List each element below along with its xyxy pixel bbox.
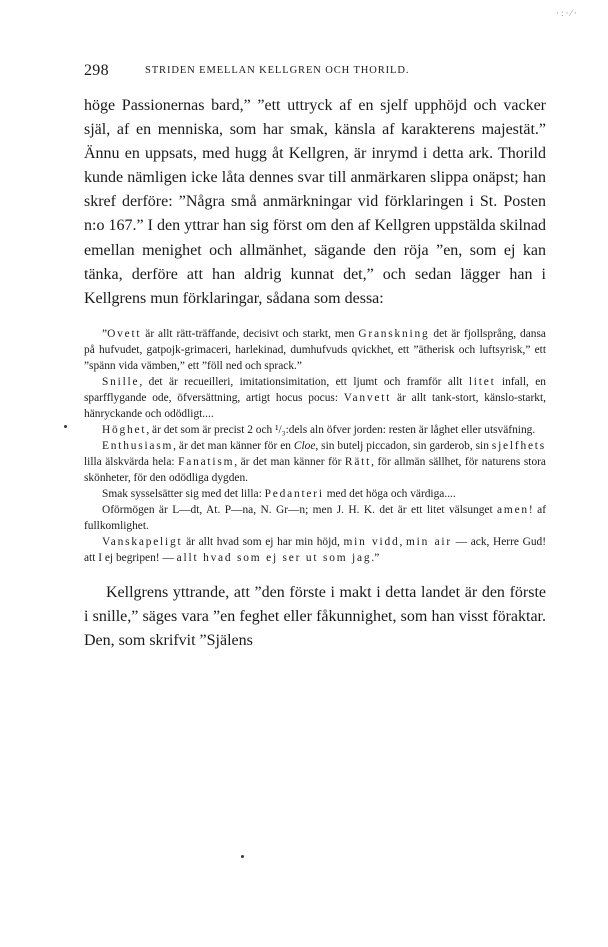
opening-paragraph: höge Passionernas bard,” ”ett uttryck af en sjelf upphöjd och vacker själ, af en menniska, som har smak, känsla af karakterens majestät.” Ännu en uppsats, med hugg åt Kellgren, är inrymd i detta ark. Thorild kunde nämligen icke låta dennes svar till anmärkaren slippa onäpst; han skref derföre: ”Några små anmärkningar vid förklaringen i St. Posten n:o 167.” I den yttrar han sig först om den af Kellgren uppstälda skilnad emellan menighet och allmänhet, sägande den röja ”en, som ej kan tänka, derföre att han aldrig kunnat det,” och sedan lägger han i Kellgrens mun förklaringar, sådana som dessa: bbox=[84, 97, 546, 307]
closing-paragraph: Kellgrens yttrande, att ”den förste i makt i detta landet är den förste i snille,” säges vara ”en feghet eller fåkunnighet, som han visst föraktar. Den, som skrifvit ”Själens bbox=[84, 583, 546, 650]
quote-paragraph-ovett: ”Ovett är allt rätt-träffande, decisivt och starkt, men Granskning det är fjollsprång, dansa på hufvudet, gatpojk-grimaceri, harlekinad, dumhufvuds qvickhet, ett ”ätherisk och luftsyrisk,” ett ”spänn vida vämben,” ett ”föll ned och sprack.” bbox=[84, 327, 546, 372]
page-body bbox=[84, 94, 546, 669]
quote-paragraph-smak: Smak sysselsätter sig med det lilla: Pedanteri med det höga och värdiga.... bbox=[102, 487, 456, 500]
quote-paragraph-vanskapeligt: Vanskapeligt är allt hvad som ej har min höjd, min vidd, min air — ack, Herre Gud! att I ej begripen! — allt hvad som ej ser ut som jag.” bbox=[84, 535, 546, 564]
quote-paragraph-oformogen: Oförmögen är L—dt, At. P—na, N. Gr—n; men J. H. K. det är ett litet välsunget amen! af fullkomlighet. bbox=[84, 503, 546, 532]
quote-paragraph-enthusiasm: Enthusiasm, är det man känner för en Cloe, sin butelj piccadon, sin garderob, sin sjelfhets lilla älskvärda hela: Fanatism, är det man känner för Rätt, för allmän sällhet, för naturens stora skönheter, för den odödliga dygden. bbox=[84, 439, 547, 484]
ink-speck bbox=[241, 855, 244, 858]
ink-speck bbox=[64, 425, 67, 428]
block-quote bbox=[84, 326, 546, 566]
running-head: STRIDEN EMELLAN KELLGREN OCH THORILD. bbox=[145, 65, 410, 76]
page-number: 298 bbox=[84, 62, 109, 79]
quote-paragraph-hoghet: Höghet, är det som är precist 2 och ¹/₃:dels aln öfver jorden: resten är låghet eller utsväfning. bbox=[102, 423, 536, 436]
quote-paragraph-snille: Snille, det är recueilleri, imitationsimitation, ett ljumt och framför allt litet infall, en sparfflygande ode, öfversättning, artigt hocus pocus: Vanvett är allt tank-stort, känslo-starkt, hänryckande och odödligt.... bbox=[84, 375, 546, 420]
corner-mark: ·:·⁄· bbox=[556, 8, 579, 18]
page-header bbox=[84, 62, 546, 82]
